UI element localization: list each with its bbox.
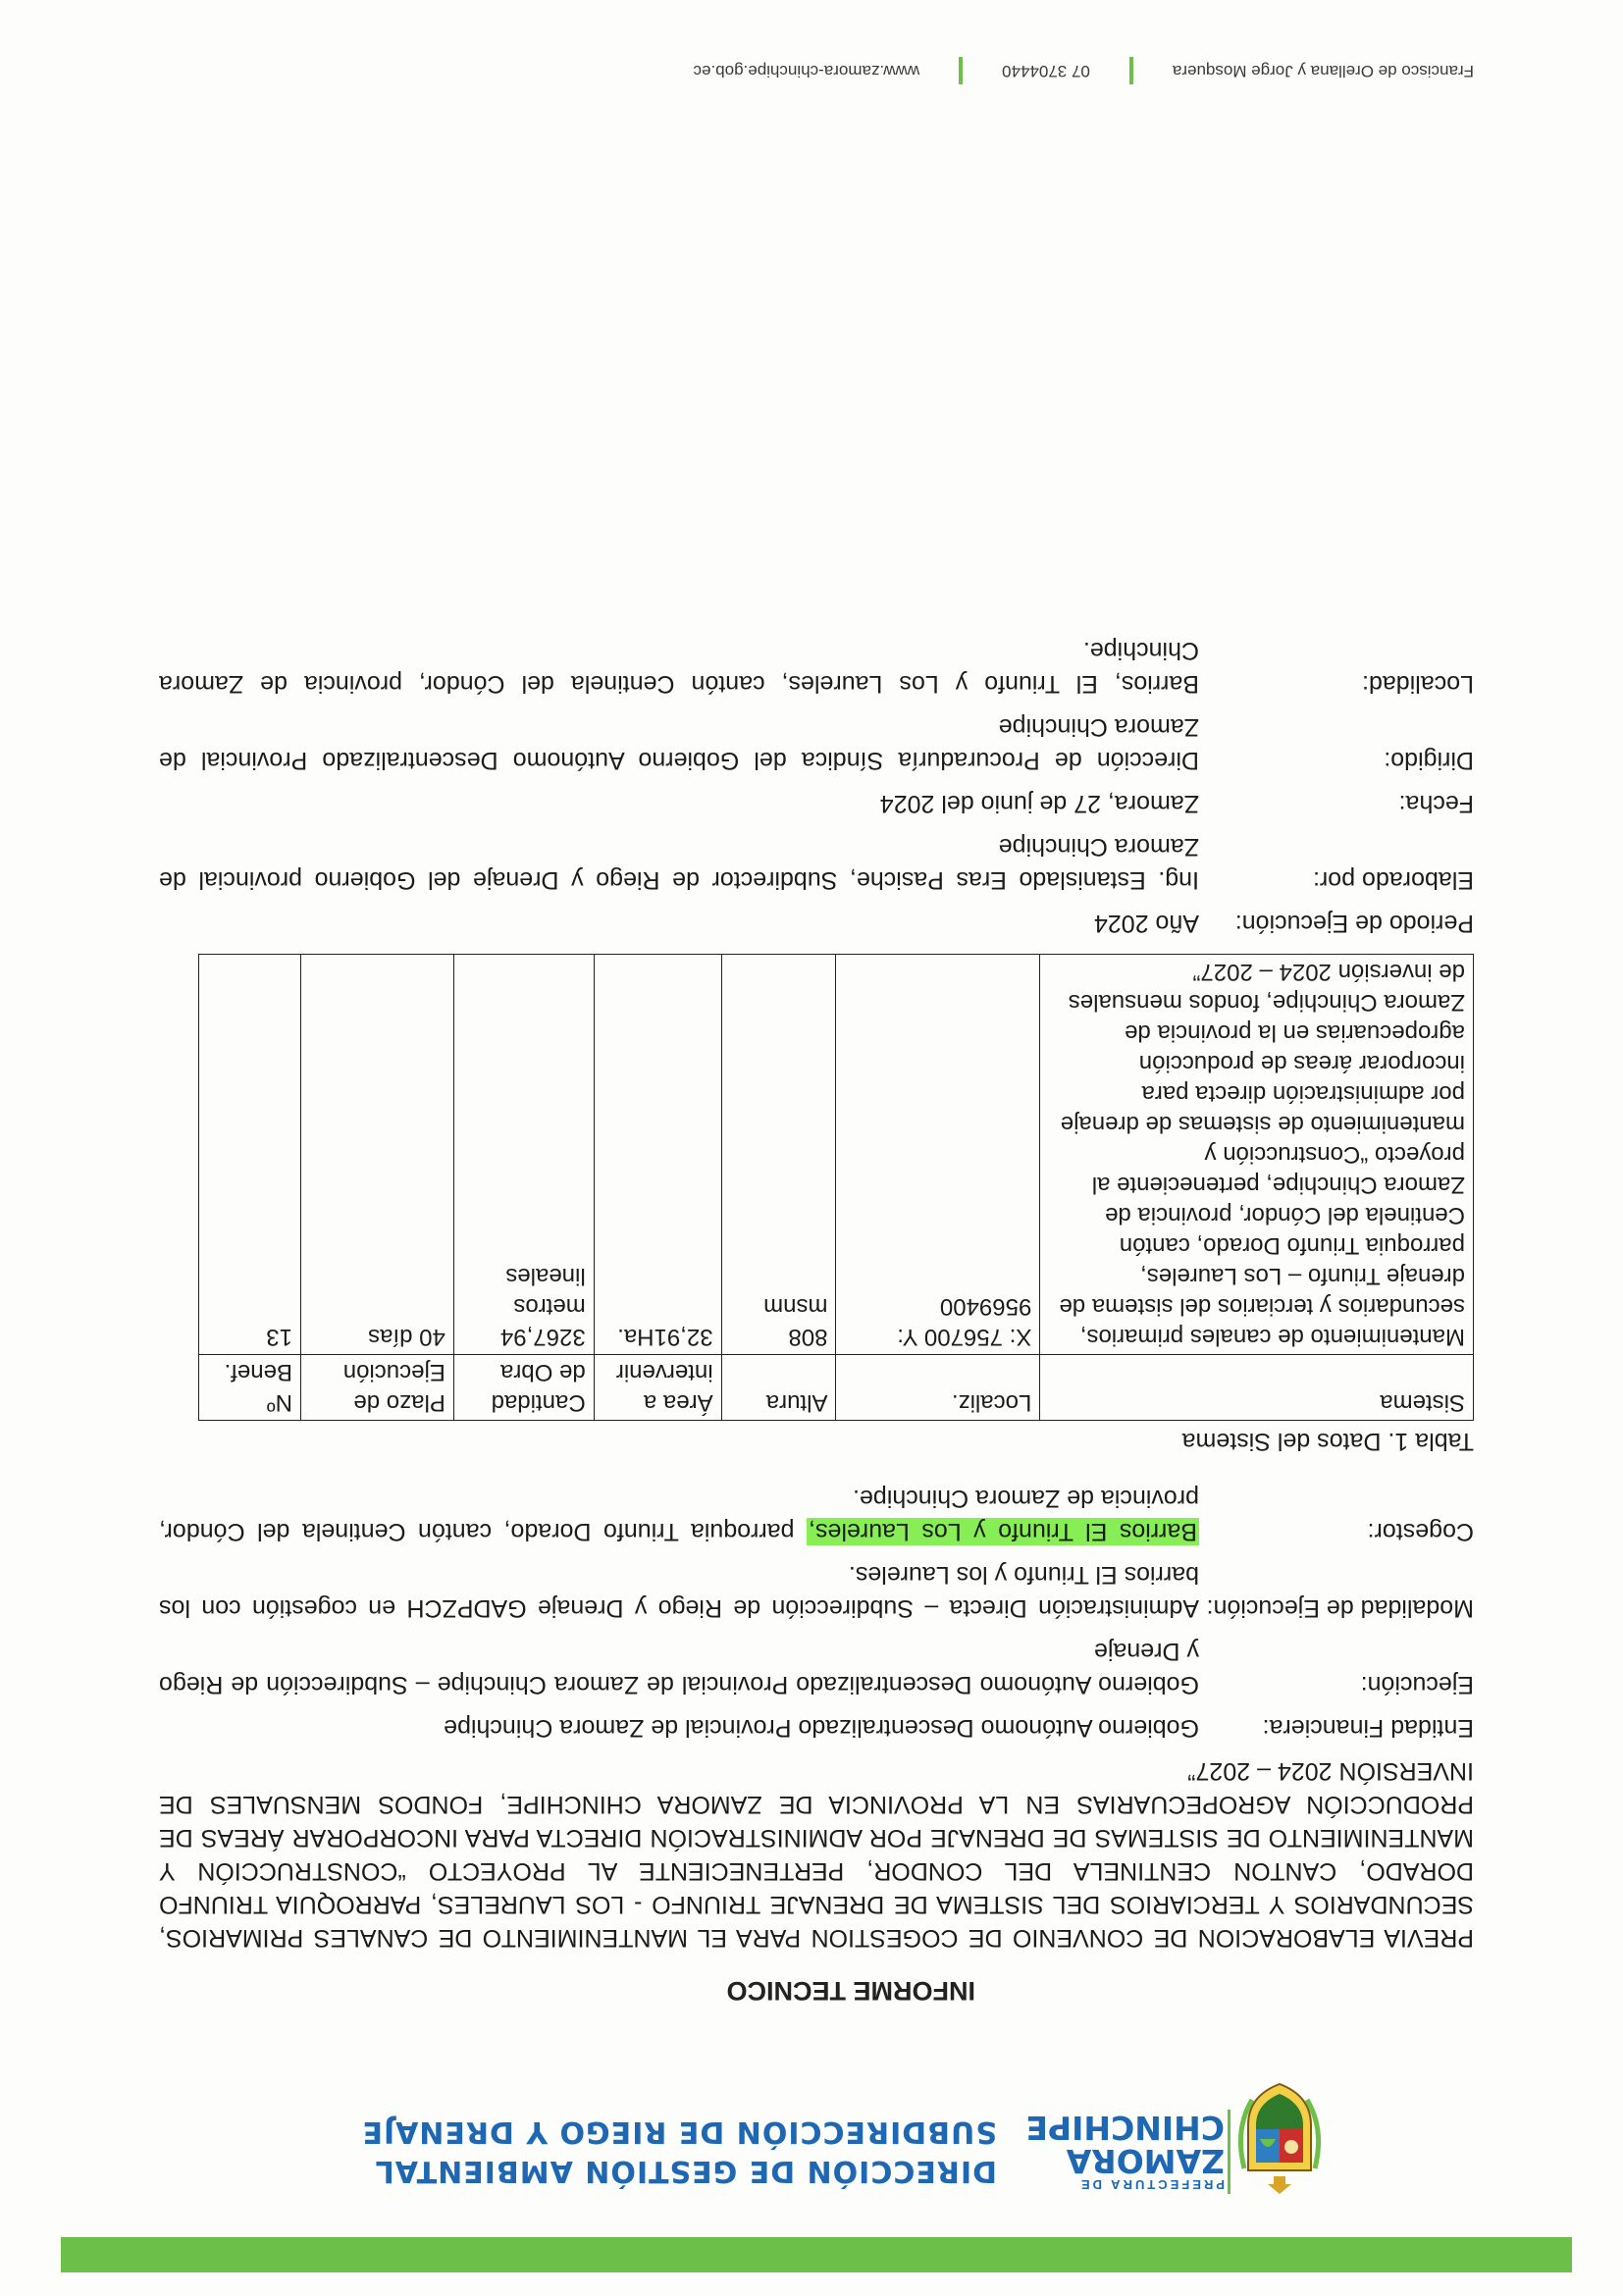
col-header-altura: Altura bbox=[721, 1355, 836, 1421]
field-label: Localidad: bbox=[1362, 670, 1474, 698]
table-header-row bbox=[199, 1355, 1474, 1421]
report-body bbox=[159, 634, 1474, 1955]
report-heading: INFORME TECNICO bbox=[726, 1976, 975, 2006]
footer-separator bbox=[959, 57, 963, 84]
brand-name-line1: ZAMORA bbox=[1066, 2142, 1225, 2180]
field-value: Año 2024 bbox=[1093, 910, 1199, 937]
field-value bbox=[159, 1482, 1199, 1548]
col-header-sistema: Sistema bbox=[1040, 1355, 1474, 1421]
brand-name-line2: CHINCHIPE bbox=[1025, 2109, 1225, 2147]
report-details bbox=[159, 634, 1474, 940]
field-fecha bbox=[159, 787, 1474, 820]
field-dirigido bbox=[159, 710, 1474, 777]
cell-benef: 13 bbox=[199, 955, 301, 1355]
cell-plazo: 40 días bbox=[300, 955, 453, 1355]
field-elaborado bbox=[159, 830, 1474, 897]
field-label: Cogestor: bbox=[1367, 1518, 1474, 1545]
field-label: Fecha: bbox=[1398, 790, 1474, 817]
field-modalidad bbox=[159, 1558, 1474, 1625]
field-label: Modalidad de Ejecución: bbox=[1206, 1594, 1474, 1622]
field-localidad bbox=[159, 634, 1474, 701]
prefectura-brand bbox=[1025, 2109, 1225, 2192]
department-heading bbox=[290, 2112, 997, 2190]
field-value: Dirección de Procuraduría Síndica del Gobierno Autónomo Descentralizado Provincial de Zamora Chinchipe bbox=[159, 713, 1199, 774]
field-cogestor bbox=[159, 1482, 1474, 1548]
field-value: Ing. Estanislado Eras Pasiche, Subdirector de Riego y Drenaje del Gobierno provincial de Zamora Chinchipe bbox=[159, 833, 1199, 894]
field-value: Barrios, El Triunfo y Los Laureles, cantón Centinela del Cóndor, provincia de Zamora Chinchipe. bbox=[159, 637, 1199, 698]
col-header-plazo: Plazo de Ejecución bbox=[300, 1355, 453, 1421]
footer-separator bbox=[1129, 57, 1133, 84]
cogestor-rest: parroquia Triunfo Dorado, cantón Centinela del Cóndor, provincia de Zamora Chinchipe. bbox=[159, 1485, 1199, 1545]
field-periodo bbox=[159, 907, 1474, 940]
col-header-benef: Nº Benef. bbox=[199, 1355, 301, 1421]
field-label: Dirigido: bbox=[1384, 747, 1474, 774]
col-header-localiz: Localiz. bbox=[836, 1355, 1040, 1421]
col-header-cantidad: Cantidad de Obra bbox=[453, 1355, 594, 1421]
field-label: Elaborado por: bbox=[1312, 866, 1474, 894]
footer-phone: 07 3704440 bbox=[1002, 62, 1090, 80]
field-value: Zamora, 27 de junio del 2024 bbox=[879, 790, 1199, 817]
field-ejecucion bbox=[159, 1635, 1474, 1701]
field-entidad bbox=[159, 1711, 1474, 1745]
field-label: Ejecución: bbox=[1360, 1671, 1474, 1698]
report-title: PREVIA ELABORACION DE CONVENIO DE COGESTION PARA EL MANTENIMIENTO DE CANALES PRIMARIOS, SECUNDARIOS Y TERCIARIOS DEL SISTEMA DE DRENAJE TRIUNFO - LOS LAURELES, PARROQUIA TRIUNFO DORADO, CANTON CENTINELA DEL CONDOR, PERTENECIENTE AL PROYECTO “CONSTRUCCIÓN Y MANTENIMIENTO DE SISTEMAS DE DRENAJE POR ADMINISTRACIÓN DIRECTA PARA INCORPORAR ÁREAS DE PRODUCCIÓN AGROPECUARIAS EN LA PROVINCIA DE ZAMORA CHINCHIPE, FONDOS MENSUALES DE INVERSIÓN 2024 – 2027” bbox=[159, 1757, 1474, 1952]
prefectura-coat-of-arms-icon bbox=[1230, 2080, 1329, 2198]
cell-sistema: Mantenimiento de canales primarios, secundarios y terciarios del sistema de drenaje Triunfo – Los Laureles, parroquia Triunfo Dorado, cantón Centinela del Cóndor, provincia de Zamora Chinchipe, perteneciente al proyecto “Construcción y mantenimiento de sistemas de drenaje por administración directa para incorporar áreas de producción agropecuarias en la provincia de Zamora Chinchipe, fondos mensuales de inversión 2024 – 2027” bbox=[1040, 955, 1474, 1355]
highlighted-text: Barrios El Triunfo y Los Laureles, bbox=[809, 1518, 1197, 1545]
field-value: Gobierno Autónomo Descentralizado Provincial de Zamora Chinchipe bbox=[444, 1714, 1199, 1742]
page-footer bbox=[159, 57, 1474, 84]
cell-localiz: X: 756700 Y: 9569400 bbox=[836, 955, 1040, 1355]
department-line2: SUBDIRECCIÓN DE RIEGO Y DRENAJE bbox=[361, 2114, 997, 2149]
brand-prefix: PREFECTURA DE bbox=[1077, 2177, 1225, 2192]
col-header-area: Área a intervenir bbox=[594, 1355, 721, 1421]
field-label: Entidad Financiera: bbox=[1262, 1714, 1474, 1742]
system-data-table bbox=[198, 954, 1474, 1421]
cell-altura: 808 msnm bbox=[721, 955, 836, 1355]
footer-website: www.zamora-chinchipe.gob.ec bbox=[693, 62, 920, 80]
field-value: Gobierno Autónomo Descentralizado Provincial de Zamora Chinchipe – Subdirección de Riego y Drenaje bbox=[159, 1638, 1199, 1698]
header-green-band bbox=[61, 2237, 1572, 2272]
field-label: Periodo de Ejecución: bbox=[1234, 910, 1474, 937]
brand-divider bbox=[1228, 2110, 1230, 2194]
table-row bbox=[199, 955, 1474, 1355]
table-title: Tabla 1. Datos del Sistema bbox=[1181, 1428, 1474, 1455]
footer-address: Francisco de Orellana y Jorge Mosquera bbox=[1172, 62, 1474, 80]
cell-area: 32,91Ha. bbox=[594, 955, 721, 1355]
field-value: Administración Directa – Subdirección de Riego y Drenaje GADPZCH en cogestión con los barrios El Triunfo y los Laureles. bbox=[159, 1561, 1199, 1622]
cell-cantidad: 3267,94 metros lineales bbox=[453, 955, 594, 1355]
department-line1: DIRECCIÓN DE GESTIÓN AMBIENTAL bbox=[374, 2154, 997, 2188]
